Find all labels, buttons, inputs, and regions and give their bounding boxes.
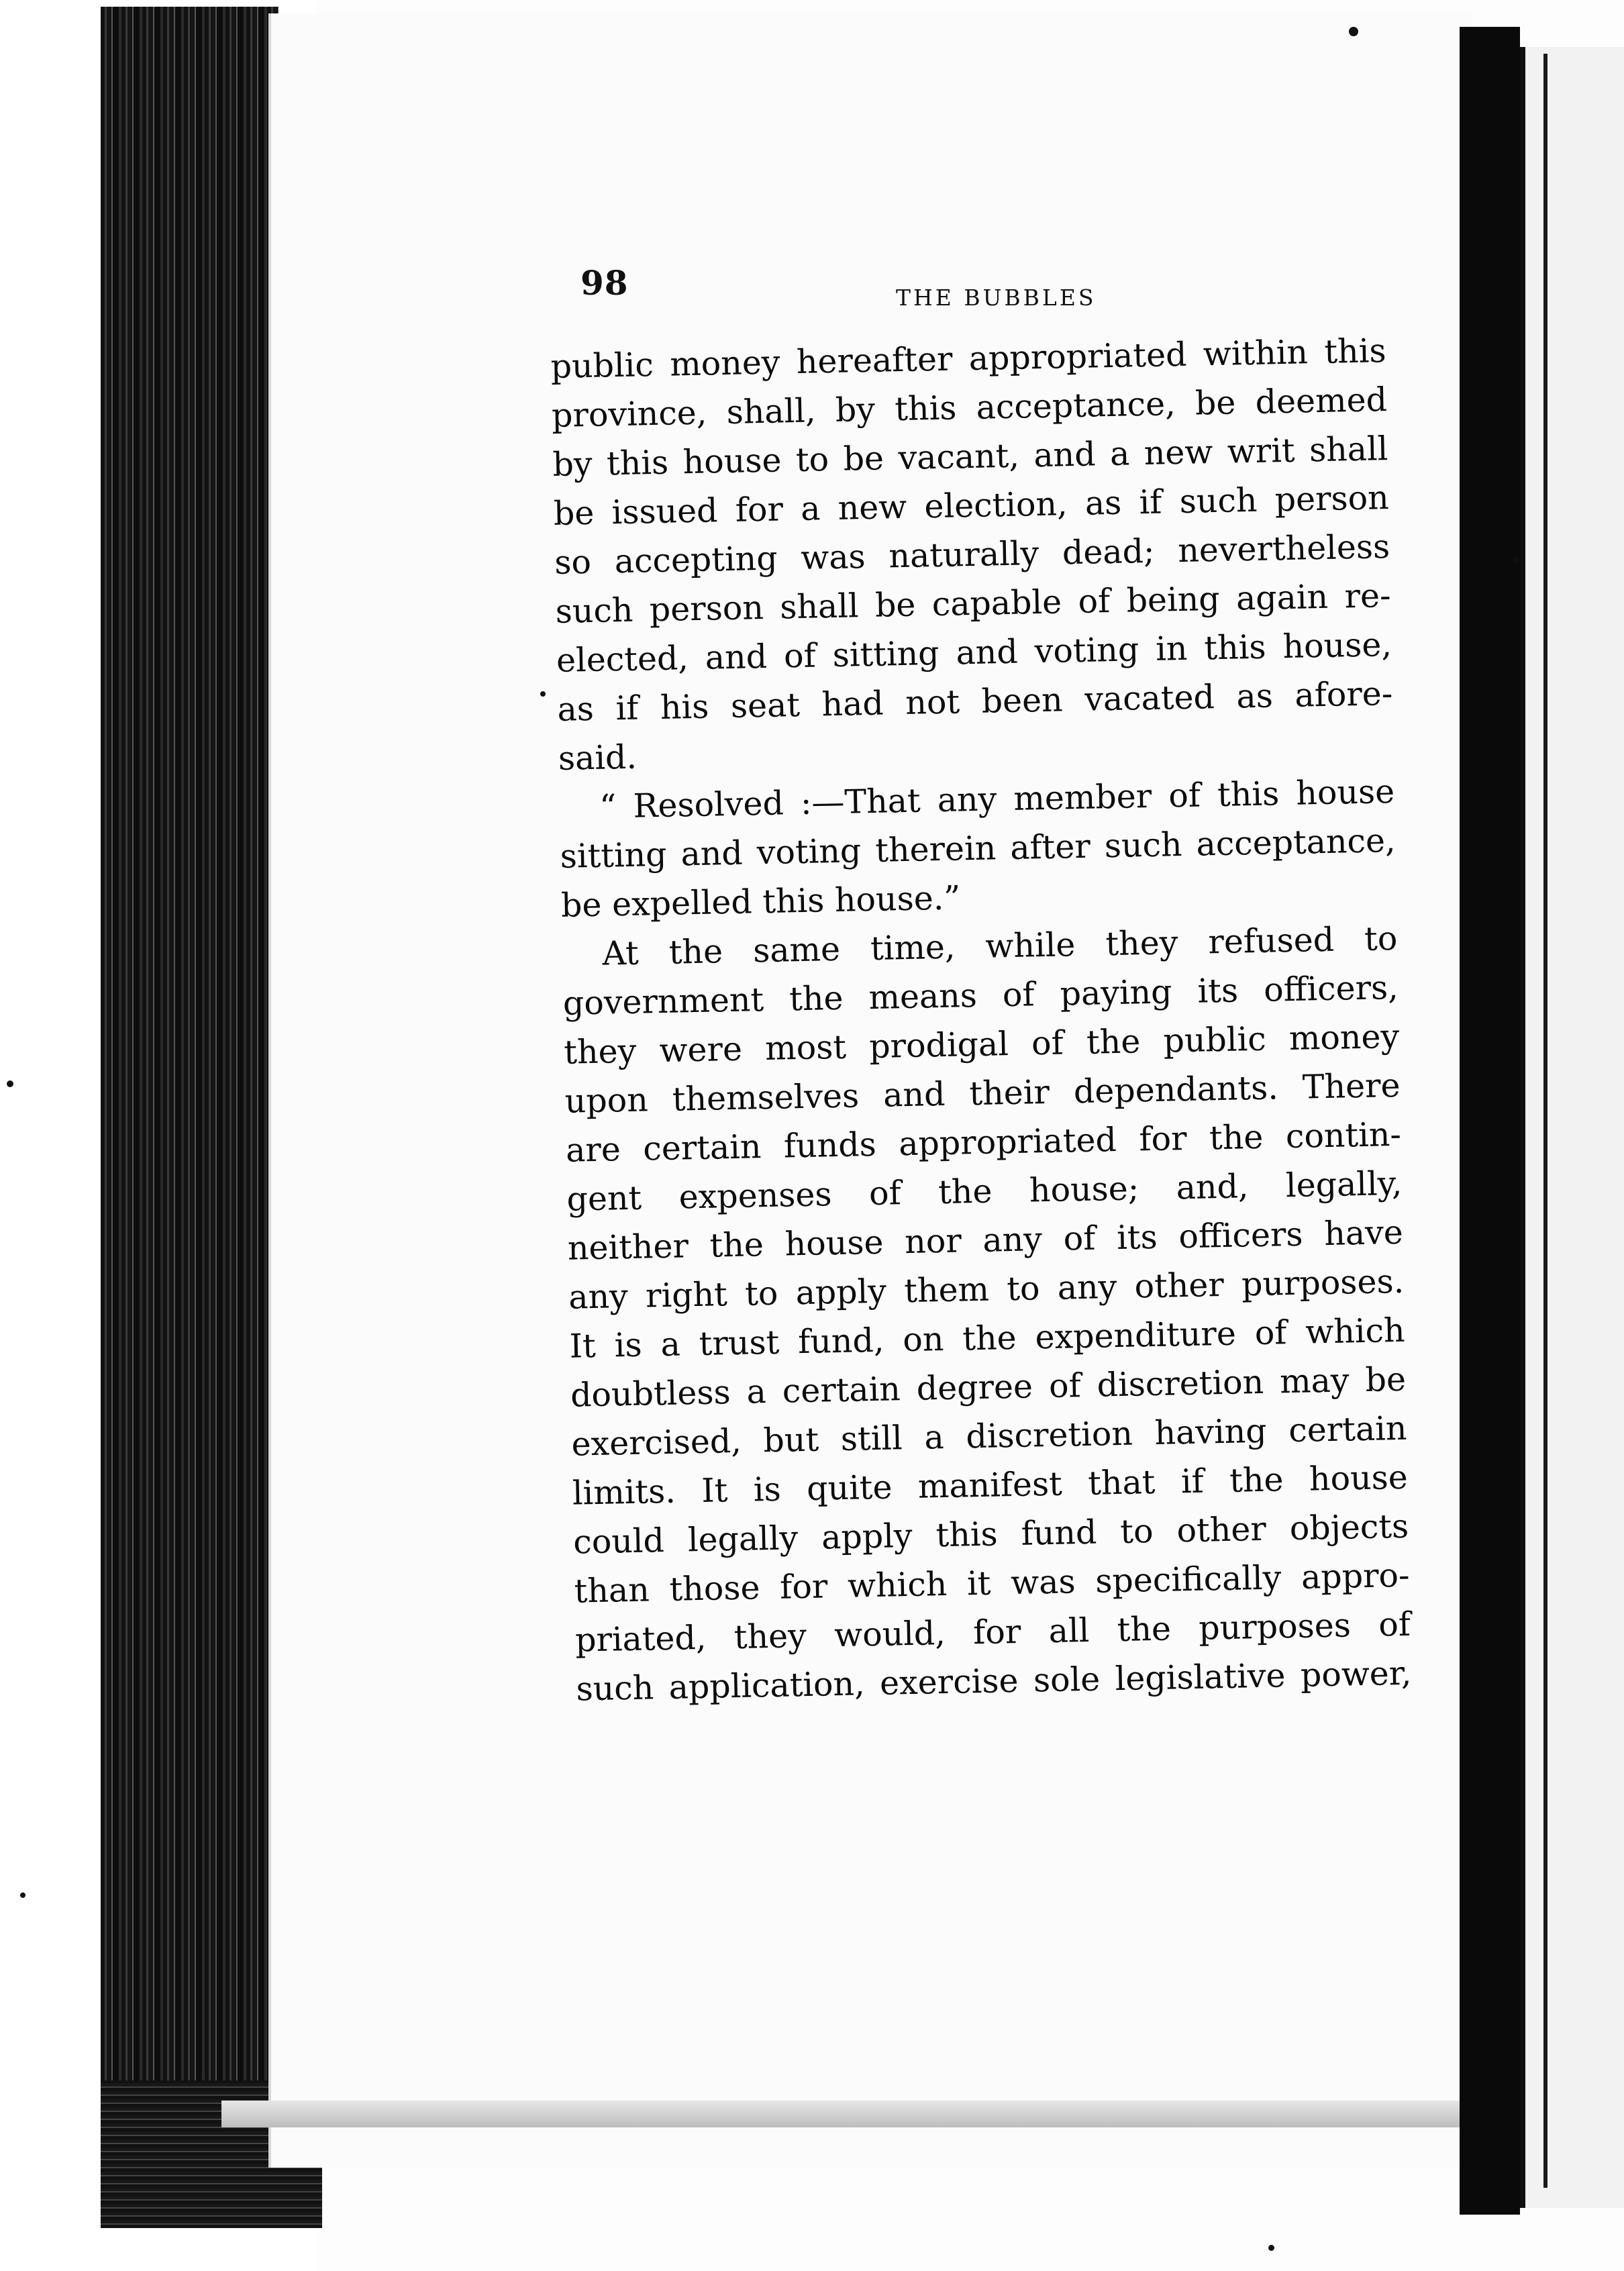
text-line: could legally apply this fund to other objects bbox=[572, 1507, 1409, 1562]
scan-speck bbox=[20, 1892, 26, 1898]
facing-page-edge bbox=[1520, 47, 1624, 2208]
text-line: doubtless a certain degree of discretion may be bbox=[570, 1360, 1407, 1415]
text-line: province, shall, by this acceptance, be deemed bbox=[551, 381, 1388, 435]
text-line: public money hereafter appropriated within this bbox=[550, 332, 1387, 386]
text-line: be expelled this house.” bbox=[560, 878, 961, 925]
scan-speck bbox=[1513, 557, 1519, 563]
text-line: as if his seat had not been vacated as afore- bbox=[556, 674, 1393, 729]
text-line: so accepting was naturally dead; nevertheless bbox=[554, 527, 1390, 582]
page-header bbox=[580, 263, 1386, 323]
text-line: such application, exercise sole legislative power, bbox=[575, 1654, 1412, 1709]
text-line: priated, they would, for all the purposes of bbox=[574, 1605, 1411, 1660]
body-text bbox=[550, 326, 1412, 1714]
text-line: than those for which it was specifically appro- bbox=[574, 1556, 1411, 1611]
text-line: sitting and voting therein after such acceptance, bbox=[560, 821, 1397, 876]
book-page-edges bbox=[101, 7, 278, 2221]
text-line: exercised, but still a discretion having certain bbox=[570, 1409, 1407, 1464]
text-line: limits. It is quite manifest that if the house bbox=[572, 1458, 1409, 1513]
text-line: It is a trust fund, on the expenditure of which bbox=[569, 1311, 1406, 1366]
text-line: they were most prodigal of the public money bbox=[563, 1017, 1400, 1072]
text-line: At the same time, while they refused to bbox=[601, 919, 1398, 973]
running-head: THE BUBBLES bbox=[896, 285, 1097, 311]
text-line: gent expenses of the house; and, legally, bbox=[566, 1164, 1403, 1219]
binding-shadow bbox=[1460, 27, 1520, 2215]
page-bottom-edge bbox=[221, 2101, 1476, 2127]
scan-speck bbox=[1268, 2245, 1274, 2251]
text-line: “ Resolved :—That any member of this house bbox=[599, 772, 1395, 826]
scan-speck bbox=[7, 1080, 13, 1087]
page-number: 98 bbox=[580, 263, 629, 303]
scan-speck bbox=[1349, 27, 1358, 36]
text-line: by this house to be vacant, and a new writ shall bbox=[552, 430, 1388, 484]
text-line: said. bbox=[558, 738, 638, 778]
scan-speck bbox=[540, 691, 546, 697]
facing-page-stripe bbox=[1543, 54, 1547, 2188]
text-line: government the means of paying its officers, bbox=[562, 968, 1399, 1023]
text-line: any right to apply them to any other purposes. bbox=[568, 1262, 1405, 1317]
text-line: are certain funds appropriated for the contin- bbox=[565, 1115, 1402, 1170]
text-line: neither the house nor any of its officers have bbox=[567, 1213, 1404, 1268]
text-line: be issued for a new election, as if such person bbox=[553, 478, 1390, 533]
text-line: elected, and of sitting and voting in this house, bbox=[556, 625, 1392, 680]
text-line: such person shall be capable of being again re- bbox=[555, 576, 1392, 631]
text-line: upon themselves and their dependants. There bbox=[564, 1066, 1401, 1121]
